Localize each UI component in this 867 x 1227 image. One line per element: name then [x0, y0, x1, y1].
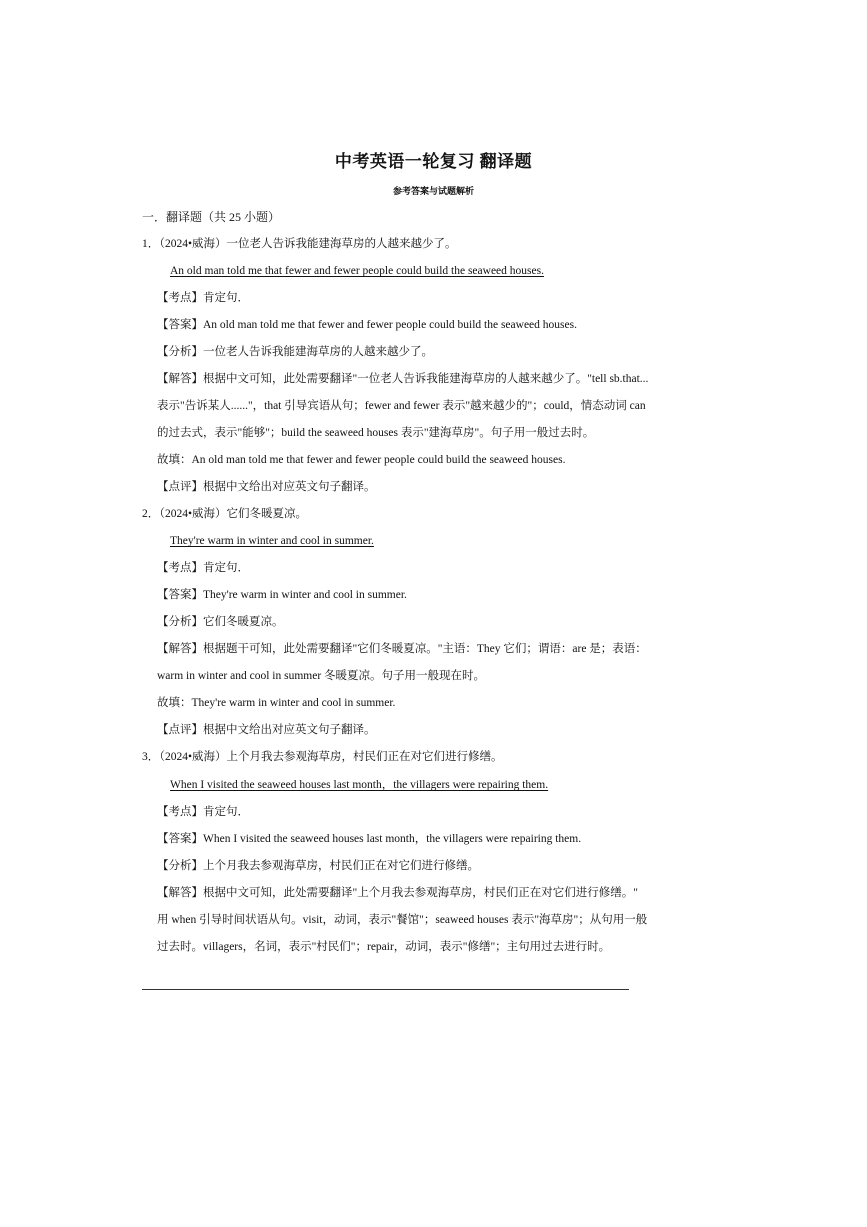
footer-divider: [142, 989, 629, 990]
question-2-answer: They're warm in winter and cool in summer.: [170, 535, 374, 547]
question-1-daan: 【答案】An old man told me that fewer and fewer people could build the seaweed houses.: [157, 319, 577, 331]
question-1-gutian: 故填：An old man told me that fewer and fewer people could build the seaweed houses.: [157, 454, 566, 466]
question-2-fenxi: 【分析】它们冬暖夏凉。: [157, 616, 284, 628]
question-1-dianping: 【点评】根据中文给出对应英文句子翻译。: [157, 481, 376, 493]
question-1-jieda-2: 表示"告诉某人......"，that 引导宾语从句；fewer and fewer 表示"越来越少的"；could，情态动词 can: [157, 400, 646, 412]
question-1-answer-line: [157, 263, 544, 279]
question-3-answer-line: [157, 777, 548, 793]
question-2-daan: 【答案】They're warm in winter and cool in summer.: [157, 589, 407, 601]
question-2-jieda-2: warm in winter and cool in summer 冬暖夏凉。句子用一般现在时。: [157, 670, 486, 682]
question-3-daan: 【答案】When I visited the seaweed houses last month，the villagers were repairing them.: [157, 833, 582, 845]
question-1-jieda-1: 【解答】根据中文可知，此处需要翻译"一位老人告诉我能建海草房的人越来越少了。"tell sb.that...: [157, 373, 649, 385]
question-3-answer: When I visited the seaweed houses last month，the villagers were repairing them.: [170, 779, 549, 791]
question-2-kaodian: 【考点】肯定句．: [157, 562, 249, 574]
section-heading: 一．翻译题（共 25 小题）: [142, 210, 281, 224]
question-3-prompt: 3．（2024•威海）上个月我去参观海草房，村民们正在对它们进行修缮。: [142, 751, 503, 763]
question-1-kaodian: 【考点】肯定句．: [157, 292, 249, 304]
question-2-dianping: 【点评】根据中文给出对应英文句子翻译。: [157, 724, 376, 736]
question-1-fenxi: 【分析】一位老人告诉我能建海草房的人越来越少了。: [157, 346, 433, 358]
question-2-jieda-1: 【解答】根据题干可知，此处需要翻译"它们冬暖夏凉。"主语：They 它们；谓语：are 是；表语：: [157, 643, 647, 655]
question-3-jieda-2: 用 when 引导时间状语从句。visit，动词，表示"餐馆"；seaweed houses 表示"海草房"；从句用一般: [157, 914, 648, 926]
question-2-answer-line: [157, 533, 374, 549]
question-3-jieda-1: 【解答】根据中文可知，此处需要翻译"上个月我去参观海草房，村民们正在对它们进行修缮。": [157, 887, 638, 899]
question-1-jieda-3: 的过去式，表示"能够"；build the seaweed houses 表示"建海草房"。句子用一般过去时。: [157, 427, 595, 439]
question-1-answer: An old man told me that fewer and fewer people could build the seaweed houses.: [170, 265, 544, 277]
page-subtitle: 参考答案与试题解析: [392, 186, 474, 196]
question-3-jieda-3: 过去时。villagers，名词，表示"村民们"；repair，动词，表示"修缮"；主句用过去进行时。: [157, 941, 611, 953]
question-3-fenxi: 【分析】上个月我去参观海草房，村民们正在对它们进行修缮。: [157, 860, 479, 872]
page-title: 中考英语一轮复习 翻译题: [334, 152, 533, 171]
question-3-kaodian: 【考点】肯定句．: [157, 806, 249, 818]
question-2-prompt: 2．（2024•威海）它们冬暖夏凉。: [142, 508, 308, 520]
question-1-prompt: 1．（2024•威海）一位老人告诉我能建海草房的人越来越少了。: [142, 238, 457, 250]
question-2-gutian: 故填：They're warm in winter and cool in summer.: [157, 697, 396, 709]
